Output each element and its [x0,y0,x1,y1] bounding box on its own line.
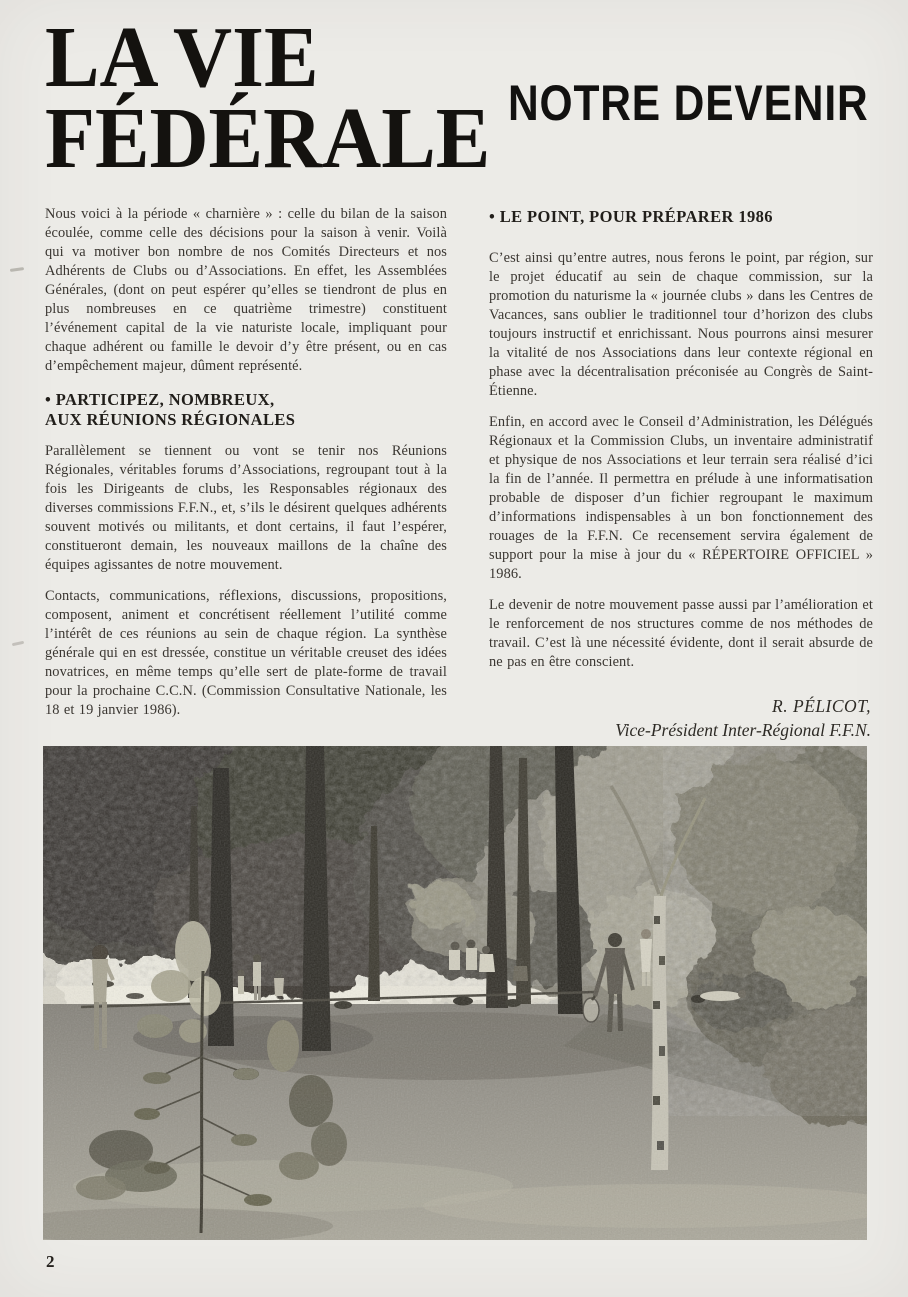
article-title: NOTRE DEVENIR [508,75,869,131]
paragraph: C’est ainsi qu’entre autres, nous ferons le point, par région, sur le projet éducatif au sein de chaque commission, sur la promotion du naturisme la « journée clubs » dans les Centres de Vacances, sans oublier le traditionnel tour d’horizon des clubs toujours instructif et enrichissant. Nous pourrons ainsi mesurer la vitalité de nos Associations dans leur contexte régional en phase avec la décentralisation préconisée au Congrès de Saint-Étienne. [489,250,873,399]
naturist-park-photo [43,746,867,1240]
paragraph: Le devenir de notre mouvement passe aussi par l’amélioration et le renforcement de nos structures comme de nos méthodes de travail. C’est là une nécessité évidente, dont il serait absurde de ne pas en être conscient. [489,597,873,670]
article-body [45,205,873,742]
heading-line: • PARTICIPEZ, NOMBREUX, [45,390,275,409]
left-column [45,205,447,742]
page-title-line1: LA VIE [45,8,319,105]
paragraph: Contacts, communications, réflexions, discussions, propositions, composent, animent et concrétisent réellement l’utilité comme l’intérêt de ces réunions au sein de chaque région. La synthèse générale qui en est dressée, constitue un véritable creuset des idées novatrices, en même temps qu’elle sert de plate-forme de travail pour la prochaine C.C.N. (Commission Consultative Nationale, les 18 et 19 janvier 1986). [45,588,447,718]
signature-role: Vice-Président Inter-Régional F.F.N. [615,720,871,740]
park-photo-illustration [43,746,867,1240]
page-title-line2: FÉDÉRALE [45,89,491,186]
paragraph: Enfin, en accord avec le Conseil d’Administration, les Délégués Régionaux et la Commission Clubs, un inventaire administratif et physique de nos Associations et leur terrain sera réalisé d’ici la fin de l’année. Il permettra en prélude à une informatisation probable de disposer d’un fichier regroupant le maximum d’informations indispensables à un bon fonctionnement des rouages de la F.F.N. Ce recensement servira également de support pour la mise à jour du « RÉPERTOIRE OFFICIEL » 1986. [489,414,873,582]
section-heading-le-point: • LE POINT, POUR PRÉPARER 1986 [489,207,773,226]
scan-artifact [10,267,24,272]
paragraph: Parallèlement se tiennent ou vont se tenir nos Réunions Régionales, véritables forums d’Associations, regroupant tout à la fois les Dirigeants de clubs, les Responsables régionaux des diverses commissions F.F.N., et, s’ils le désirent quelques adhérents souvent motivés ou militants, et dont certains, il faut l’espérer, constitueront demain, les nouveaux maillons de la chaîne des équipes agissantes de notre mouvement. [45,443,447,573]
signature [489,694,873,742]
page-title [45,8,491,186]
right-column [489,205,873,742]
section-heading-participez [45,390,447,430]
heading-line: AUX RÉUNIONS RÉGIONALES [45,410,296,429]
paragraph-intro: Nous voici à la période « charnière » : celle du bilan de la saison écoulée, comme celle des décisions pour la saison à venir. Voilà qui va motiver bon nombre de nos Comités Directeurs et nos Adhérents de Clubs ou d’Associations. En effet, les Assemblées Générales, (dont on peut espérer qu’elles se tiendront de plus en plus nombreuses en ce quatrième trimestre) constituent l’événement capital de la vie naturiste locale, impliquant pour chaque adhérent ou famille le devoir d’y être présent, ou en cas d’empêchement majeur, dûment représenté. [45,206,447,374]
page-number: 2 [46,1252,55,1271]
signature-name: R. PÉLICOT, [772,696,871,716]
scan-artifact [12,641,24,646]
